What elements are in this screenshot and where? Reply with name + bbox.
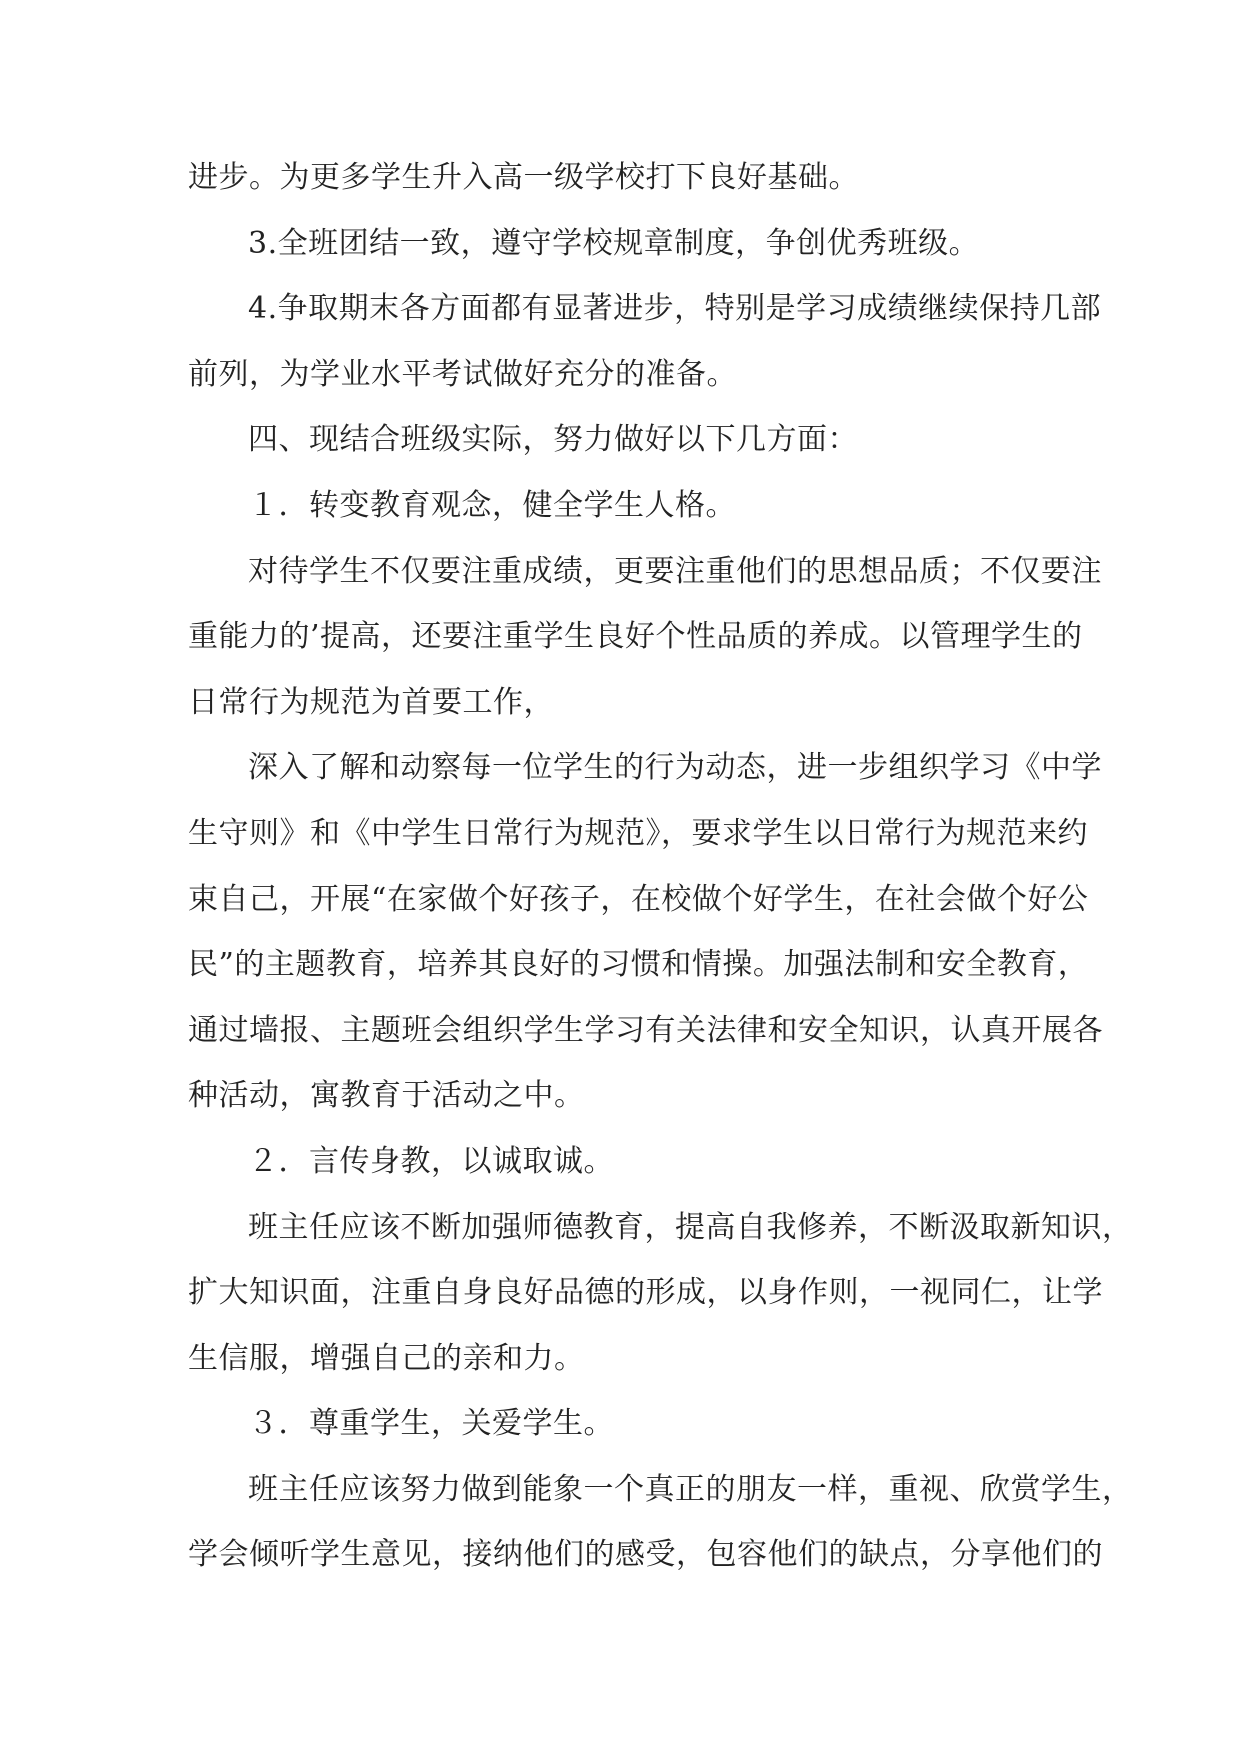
text-line: 学会倾听学生意见，接纳他们的感受，包容他们的缺点，分享他们的 xyxy=(188,1537,1103,1573)
text-line: 班主任应该不断加强师德教育，提高自我修养，不断汲取新知识， xyxy=(248,1209,1133,1245)
text-line: 进步。为更多学生升入高一级学校打下良好基础。 xyxy=(188,160,859,195)
text-line: 种活动，寓教育于活动之中。 xyxy=(188,1078,585,1114)
subheading: ３．尊重学生，关爱学生。 xyxy=(248,1406,614,1442)
text-line: 对待学生不仅要注重成绩，更要注重他们的思想品质；不仅要注 xyxy=(248,553,1102,589)
text-line: 通过墙报、主题班会组织学生学习有关法律和安全知识，认真开展各 xyxy=(188,1012,1103,1048)
text-line: 生守则》和《中学生日常行为规范》，要求学生以日常行为规范来约 xyxy=(188,815,1088,851)
text-line: 扩大知识面，注重自身良好品德的形成，以身作则，一视同仁，让学 xyxy=(188,1275,1103,1311)
subheading: ２．言传身教，以诚取诚。 xyxy=(248,1143,614,1179)
text-line: 重能力的’提高，还要注重学生良好个性品质的养成。以管理学生的 xyxy=(188,619,1083,655)
text-line: 班主任应该努力做到能象一个真正的朋友一样，重视、欣赏学生， xyxy=(248,1471,1133,1507)
subheading: １．转变教育观念，健全学生人格。 xyxy=(248,487,736,523)
text-line: 3.全班团结一致，遵守学校规章制度，争创优秀班级。 xyxy=(248,225,980,261)
text-line: 民”的主题教育，培养其良好的习惯和情操。加强法制和安全教育， xyxy=(188,947,1089,983)
text-line: 前列，为学业水平考试做好充分的准备。 xyxy=(188,356,737,392)
body-text xyxy=(188,160,1133,1603)
text-line: 4.争取期末各方面都有显著进步，特别是学习成绩继续保持几部 xyxy=(248,291,1102,327)
text-line: 生信服，增强自己的亲和力。 xyxy=(188,1340,585,1376)
text-line: 日常行为规范为首要工作， xyxy=(188,684,554,720)
text-line: 深入了解和动察每一位学生的行为动态，进一步组织学习《中学 xyxy=(248,750,1102,786)
text-line: 束自己，开展“在家做个好孩子，在校做个好学生，在社会做个好公 xyxy=(188,881,1089,917)
section-heading: 四、现结合班级实际，努力做好以下几方面： xyxy=(248,422,858,458)
